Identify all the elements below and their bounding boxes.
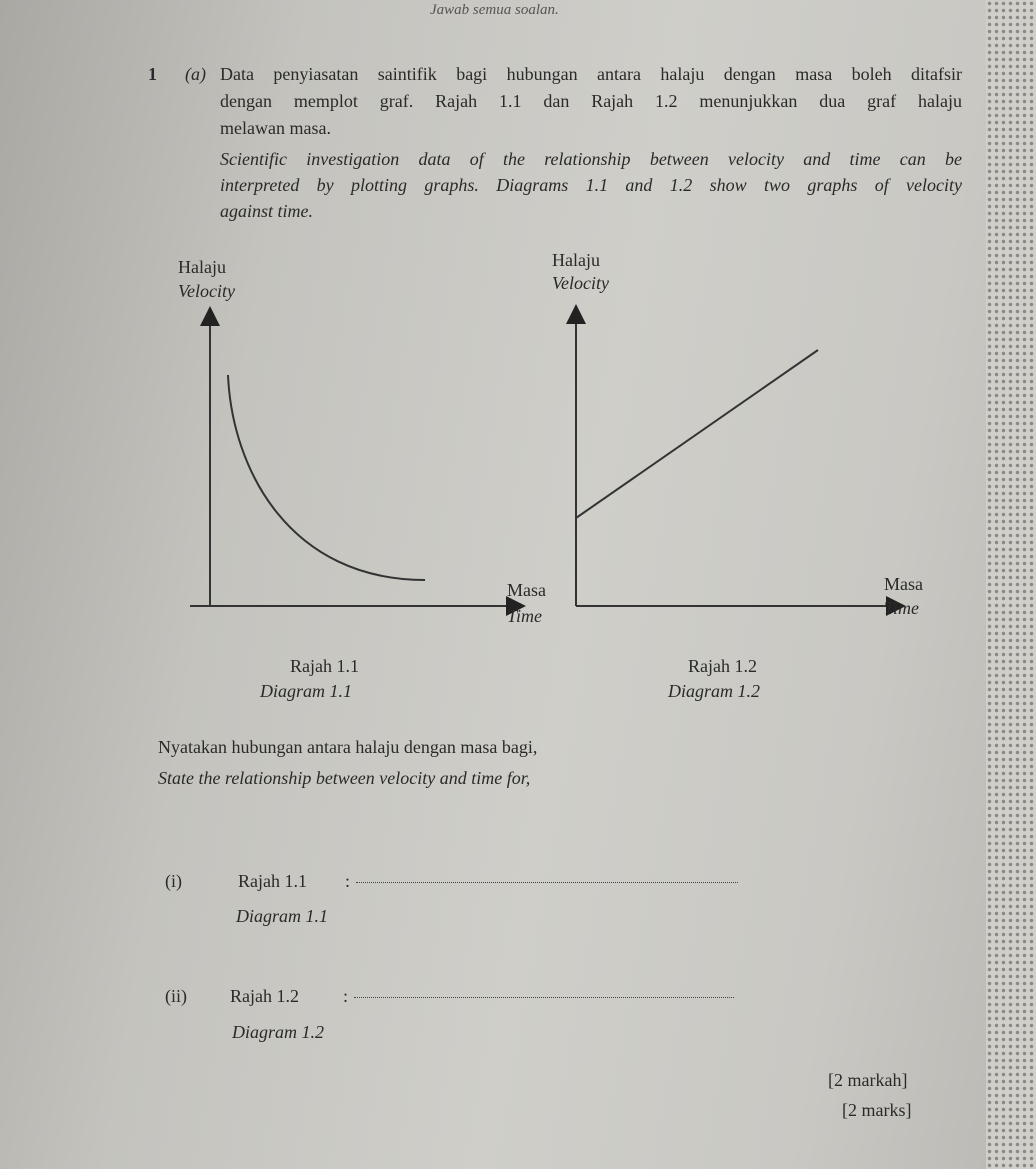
diagram1-x-label: Masa	[507, 580, 546, 600]
marks-malay: [2 markah]	[828, 1070, 908, 1090]
diagram1-y-label: Halaju	[178, 257, 226, 277]
answer1-line[interactable]	[356, 882, 738, 883]
english-line-2: interpreted by plotting graphs. Diagrams 1.1 and 1.2 show two graphs of velocity	[220, 175, 962, 195]
diagram2-y-label: Halaju	[552, 250, 600, 270]
diagram2-caption-en: Diagram 1.2	[668, 681, 761, 701]
diagram2-line	[576, 350, 818, 518]
answer1-colon: :	[345, 871, 351, 891]
malay-line-3: melawan masa.	[220, 118, 331, 138]
header-instruction: Jawab semua soalan.	[430, 2, 559, 18]
english-line-1: Scientific investigation data of the relationship between velocity and time can be	[220, 149, 962, 169]
diagram1-y-label-en: Velocity	[178, 281, 235, 301]
diagram2-caption: Rajah 1.2	[688, 656, 757, 676]
diagram1-curve	[228, 375, 425, 580]
question-number: 1	[148, 64, 157, 84]
diagram1-caption-en: Diagram 1.1	[260, 681, 353, 701]
diagram1-x-label-en: Time	[507, 606, 543, 626]
answer1-label: Rajah 1.1	[238, 871, 307, 891]
diagram2-x-label-en: Time	[884, 598, 920, 618]
diagram1-caption: Rajah 1.1	[290, 656, 359, 676]
diagram2-y-label-en: Velocity	[552, 273, 609, 293]
answer2-number: (ii)	[165, 986, 187, 1006]
marks-english: [2 marks]	[842, 1100, 912, 1120]
question-part: (a)	[185, 64, 206, 84]
english-line-3: against time.	[220, 201, 313, 221]
answer2-label: Rajah 1.2	[230, 986, 299, 1006]
instruction-english: State the relationship between velocity and time for,	[158, 768, 531, 788]
diagram2-x-label: Masa	[884, 574, 923, 594]
instruction-malay: Nyatakan hubungan antara halaju dengan masa bagi,	[158, 737, 538, 757]
answer1-sub: Diagram 1.1	[236, 906, 329, 926]
answer2-line[interactable]	[354, 997, 734, 998]
answer2-colon: :	[343, 986, 349, 1006]
malay-line-1: Data penyiasatan saintifik bagi hubungan antara halaju dengan masa boleh ditafsir	[220, 64, 962, 84]
malay-line-2: dengan memplot graf. Rajah 1.1 dan Rajah 1.2 menunjukkan dua graf halaju	[220, 91, 962, 111]
answer1-number: (i)	[165, 871, 182, 891]
answer2-sub: Diagram 1.2	[232, 1022, 325, 1042]
